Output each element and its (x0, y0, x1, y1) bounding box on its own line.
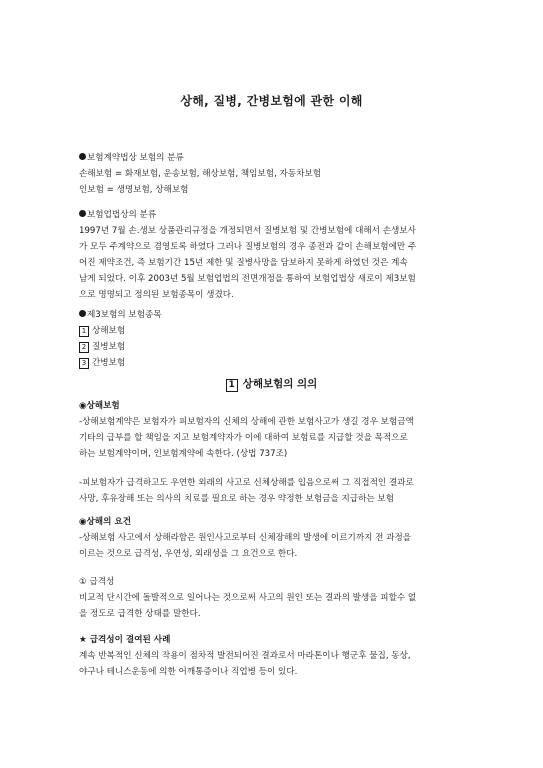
paragraph-line: 으로 명명되고 정의된 보험종목이 생겼다. (79, 290, 234, 300)
boxed-number: 1 (79, 326, 89, 337)
subsection-heading: ◉상해의 요건 (79, 517, 131, 527)
list-item: 2 질병보험 (79, 339, 465, 355)
paragraph-line: -피보험자가 급격하고도 우연한 외래의 사고로 신체상해를 입음으로써 그 직접적인 결과로 (79, 478, 414, 488)
paragraph-line: -상해보험계약은 보험자가 피보험자의 신체의 상해에 관한 보험사고가 생길 경우 보험금액 (79, 417, 414, 427)
paragraph-line: 비교적 단시간에 돌발적으로 일어나는 것으로써 사고의 원인 또는 결과의 발생을 피할수 없 (79, 593, 417, 603)
paragraph-line: 을 정도로 급격한 상태를 말한다. (79, 609, 201, 619)
paragraph-line: 야구나 테니스운동에 의한 어깨통증이나 직업병 등이 있다. (79, 667, 298, 677)
paragraph-line: 손해보험 = 화재보험, 운송보험, 해상보험, 책임보험, 자동차보험 (79, 169, 322, 179)
section-third-insurance-types (79, 307, 465, 371)
paragraph-line: 1997년 7월 손.생보 상품관리규정을 개정되면서 질병보험 및 간병보험에 대해서 손생보사 (79, 226, 416, 236)
list-item: 1 상해보험 (79, 323, 465, 339)
section-insurance-contract-law (79, 150, 465, 198)
bullet-icon (79, 210, 86, 217)
section-insurance-business-law (79, 207, 465, 303)
paragraph-line: -상해보험 사고에서 상해라함은 원인사고로부터 신체장해의 발생에 이르기까지 전 과정을 (79, 533, 412, 543)
boxed-number: 3 (79, 358, 89, 369)
subsection-lack-of-suddenness-cases (79, 632, 465, 680)
subsection-heading: ◉상해보험 (79, 401, 120, 411)
list-item: 3 간병보험 (79, 355, 465, 371)
section-heading: 보험업법상의 분류 (79, 207, 465, 223)
boxed-number: 2 (79, 342, 89, 353)
paragraph-line: 인보험 = 생명보험, 상해보험 (79, 185, 189, 195)
subsection-accident-requirements (79, 514, 465, 562)
paragraph-line: 계속 반복적인 신체의 작용이 점차적 발전되어진 결과로서 마라톤이나 행군후 물집, 동상, (79, 651, 411, 661)
subsection-heading: ★ 급격성이 결여된 사례 (79, 635, 171, 645)
paragraph-line: 가 모두 주계약으로 겸영토록 하였다 그러나 질병보험의 경우 종전과 같이 손해보험에만 주 (79, 242, 417, 252)
subsection-suddenness (79, 574, 465, 622)
section-heading: 제3보험의 보험종목 (79, 307, 465, 323)
subsection-accident-insurance (79, 398, 465, 507)
bullet-icon (79, 310, 86, 317)
section-title: 1 상해보험의 의의 (0, 376, 543, 392)
paragraph-line: 하는 보험계약이며, 인보험계약에 속한다. (상법 737조) (79, 449, 288, 459)
paragraph-line: 기타의 급부를 할 책임을 지고 보험계약자가 이에 대하여 보험료를 지급할 것을 목적으로 (79, 433, 408, 443)
bullet-icon (79, 153, 86, 160)
section-heading: 보험계약법상 보험의 분류 (79, 150, 465, 166)
paragraph-line: 사망, 후유장해 또는 의사의 치료를 필요로 하는 경우 약정한 보험금을 지급하는 보험 (79, 494, 395, 504)
paragraph-line: 남게 되었다. 이후 2003년 5월 보험업법의 전면개정을 통하여 보험업법상 새로이 제3보험 (79, 274, 416, 284)
subsection-heading: ① 급격성 (79, 577, 115, 587)
paragraph-line: 이르는 것으로 급격성, 우연성, 외래성을 그 요건으로 한다. (79, 549, 298, 559)
paragraph-line: 어진 제약조건, 즉 보험기간 15년 제한 및 질병사망을 담보하지 못하게 하였던 것은 계속 (79, 258, 408, 268)
boxed-number: 1 (226, 379, 238, 392)
document-title: 상해, 질병, 간병보험에 관한 이해 (180, 94, 363, 108)
